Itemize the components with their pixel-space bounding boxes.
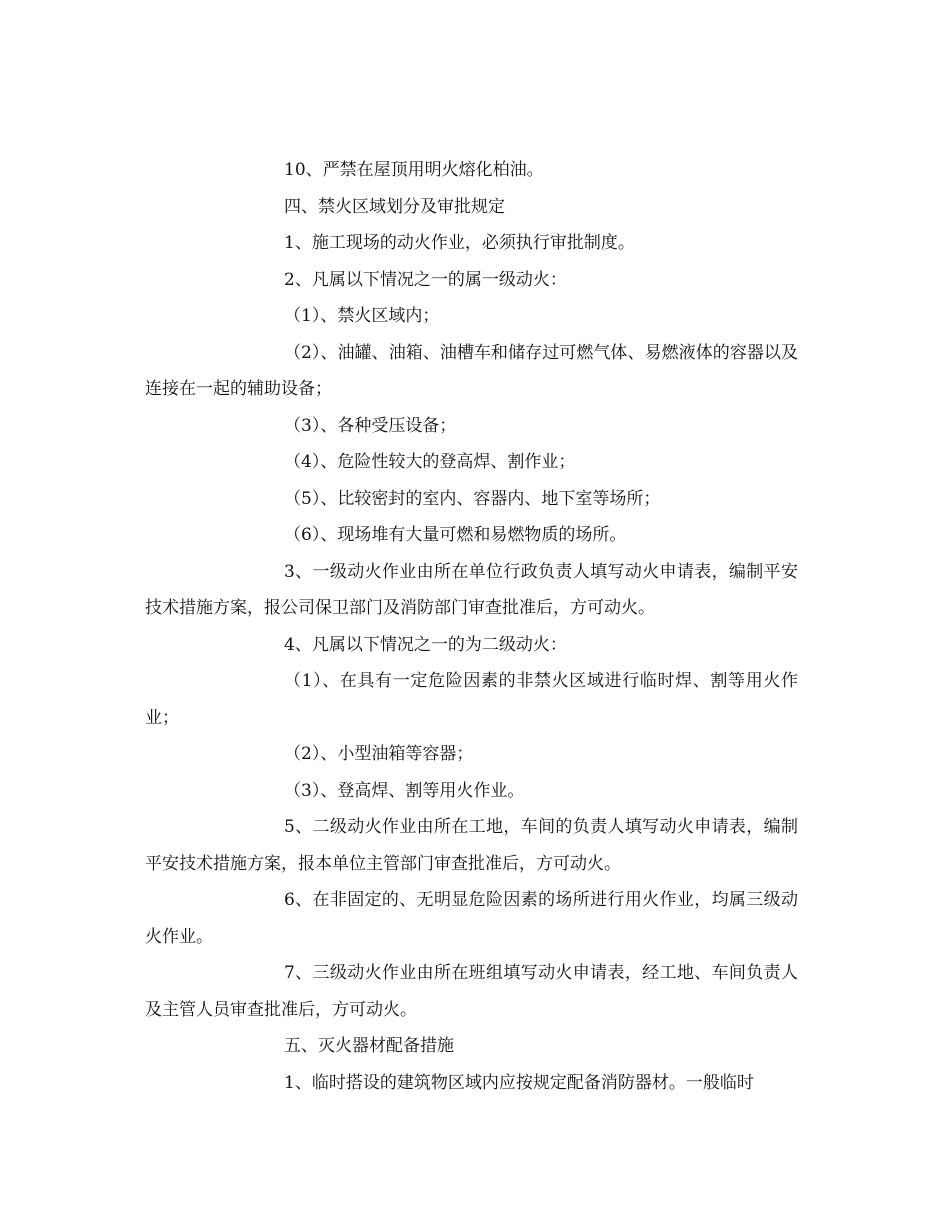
list-item: （3）、各种受压设备； — [284, 415, 457, 436]
document-body — [145, 152, 798, 1101]
paragraph: 5、二级动火作业由所在工地，车间的负责人填写动火申请表，编制平安技术措施方案，报本单位主管部门审查批准后，方可动火。 — [145, 817, 798, 874]
paragraph: 1、施工现场的动火作业，必须执行审批制度。 — [284, 233, 635, 253]
paragraph: 10、严禁在屋顶用明火熔化柏油。 — [284, 160, 544, 180]
section-heading: 五、灭火器材配备措施 — [284, 1036, 454, 1056]
list-item: （5）、比较密封的室内、容器内、地下室等场所； — [284, 488, 661, 509]
section-heading: 四、禁火区域划分及审批规定 — [284, 196, 505, 217]
list-item: （2）、小型油箱等容器； — [284, 744, 474, 764]
paragraph: 1、临时搭设的建筑物区域内应按规定配备消防器材。一般临时 — [284, 1072, 754, 1093]
paragraph: 2、凡属以下情况之一的属一级动火： — [284, 269, 567, 290]
paragraph: 4、凡属以下情况之一的为二级动火： — [284, 634, 567, 655]
list-item: （1）、禁火区域内； — [284, 306, 440, 326]
paragraph: 6、在非固定的、无明显危险因素的场所进行用火作业，均属三级动火作业。 — [145, 890, 798, 947]
list-item: （4）、危险性较大的登高焊、割作业； — [284, 452, 576, 472]
list-item: （2）、油罐、油箱、油槽车和储存过可燃气体、易燃液体的容器以及连接在一起的辅助设备； — [145, 342, 798, 399]
paragraph: 7、三级动火作业由所在班组填写动火申请表，经工地、车间负责人及主管人员审查批准后，方可动火。 — [145, 963, 798, 1020]
list-item: （6）、现场堆有大量可燃和易燃物质的场所。 — [284, 525, 627, 545]
list-item: （1）、在具有一定危险因素的非禁火区域进行临时焊、割等用火作业； — [145, 671, 798, 728]
list-item: （3）、登高焊、割等用火作业。 — [284, 780, 525, 801]
paragraph: 3、一级动火作业由所在单位行政负责人填写动火申请表，编制平安技术措施方案，报公司保卫部门及消防部门审查批准后，方可动火。 — [145, 561, 798, 618]
